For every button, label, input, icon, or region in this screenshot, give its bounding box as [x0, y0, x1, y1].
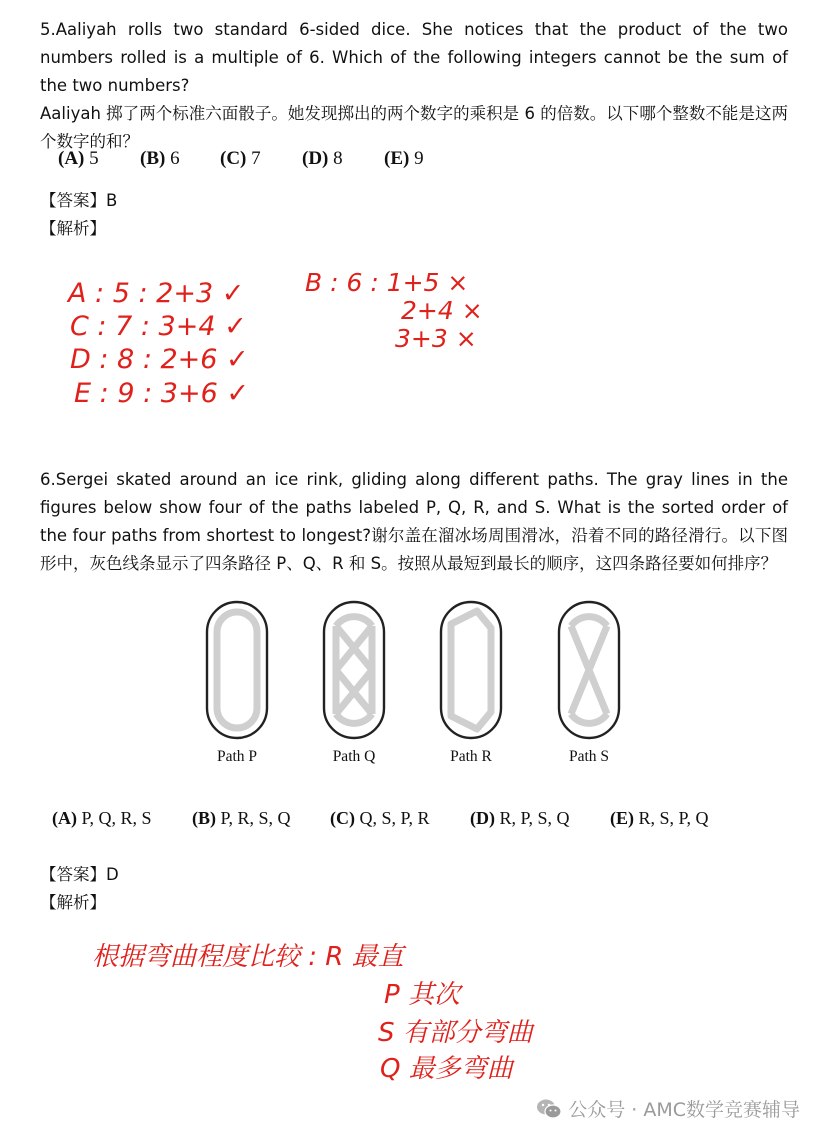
- figure-path-q: [322, 600, 386, 765]
- figure-path-r: [439, 600, 503, 765]
- question-5-handwriting-left: [68, 278, 288, 418]
- question-5-answer: 【答案】B: [40, 191, 118, 210]
- figure-path-p: [205, 600, 269, 765]
- path-r-diagram: [439, 600, 503, 740]
- question-6-text: [40, 466, 788, 578]
- watermark-text: 公众号 · AMC数学竞赛辅导: [568, 1099, 800, 1121]
- question-5-english: 5.Aaliyah rolls two standard 6-sided dice. She notices that the product of the two numbers rolled is a multiple of 6. Which of the following integers cannot be the sum of the two numbers?: [40, 20, 788, 95]
- question-5-chinese: Aaliyah 掷了两个标准六面骰子。她发现掷出的两个数字的乘积是 6 的倍数。以下哪个整数不能是这两个数字的和？: [40, 104, 788, 151]
- choice-a: (A) 5: [58, 148, 99, 169]
- choice-b: (B) 6: [140, 148, 180, 169]
- figure-caption: Path R: [450, 748, 492, 765]
- figure-caption: Path P: [216, 748, 258, 765]
- handwriting-line: P 其次: [384, 980, 460, 1010]
- choice-d: (D) 8: [302, 148, 343, 169]
- question-5-handwriting-right: [305, 268, 505, 358]
- handwriting-line: D : 8 : 2+6 ✓: [70, 344, 249, 375]
- choice-d: (D) R, P, S, Q: [470, 808, 570, 828]
- figure-path-s: [557, 600, 621, 765]
- handwriting-line: S 有部分弯曲: [378, 1018, 533, 1048]
- figure-caption: Path Q: [332, 748, 376, 765]
- choice-a: (A) P, Q, R, S: [52, 808, 152, 828]
- handwriting-line: C : 7 : 3+4 ✓: [70, 311, 247, 342]
- path-s-diagram: [557, 600, 621, 740]
- question-6-body: 6.Sergei skated around an ice rink, gliding along different paths. The gray lines in the figures below show four of the paths labeled P, Q, R, and S. What is the sorted order of the four paths from shortest to longest?谢尔盖在溜冰场周围滑冰，沿着不同的路径滑行。以下图形中，灰色线条显示了四条路径 P、Q、R 和 S。按照从最短到最长的顺序，这四条路径要如何排序？: [40, 470, 788, 573]
- handwriting-line: 2+4 ×: [401, 296, 483, 325]
- figure-caption: Path S: [568, 748, 610, 765]
- handwriting-line: E : 9 : 3+6 ✓: [74, 378, 249, 409]
- choice-e: (E) 9: [384, 148, 424, 169]
- question-6-handwriting: [92, 936, 612, 1086]
- handwriting-line: 3+3 ×: [395, 324, 477, 353]
- path-q-diagram: [322, 600, 386, 740]
- question-6-choices: [52, 808, 752, 834]
- handwriting-line: 根据弯曲程度比较 : R 最直: [92, 942, 404, 972]
- path-p-diagram: [205, 600, 269, 740]
- handwriting-line: B : 6 : 1+5 ×: [305, 268, 469, 297]
- path-figures: [195, 600, 635, 780]
- question-5-text: [40, 16, 788, 156]
- question-6-answer: 【答案】D: [40, 865, 119, 884]
- watermark: [536, 1095, 800, 1122]
- handwriting-line: A : 5 : 2+3 ✓: [68, 278, 245, 309]
- wechat-icon: [536, 1098, 562, 1120]
- choice-b: (B) P, R, S, Q: [192, 808, 291, 828]
- handwriting-line: Q 最多弯曲: [380, 1054, 513, 1084]
- question-5-analysis-label: 【解析】: [40, 219, 106, 238]
- choice-c: (C) Q, S, P, R: [330, 808, 430, 828]
- choice-c: (C) 7: [220, 148, 261, 169]
- question-5-choices: [58, 148, 478, 174]
- choice-e: (E) R, S, P, Q: [610, 808, 709, 828]
- question-6-analysis-label: 【解析】: [40, 893, 106, 912]
